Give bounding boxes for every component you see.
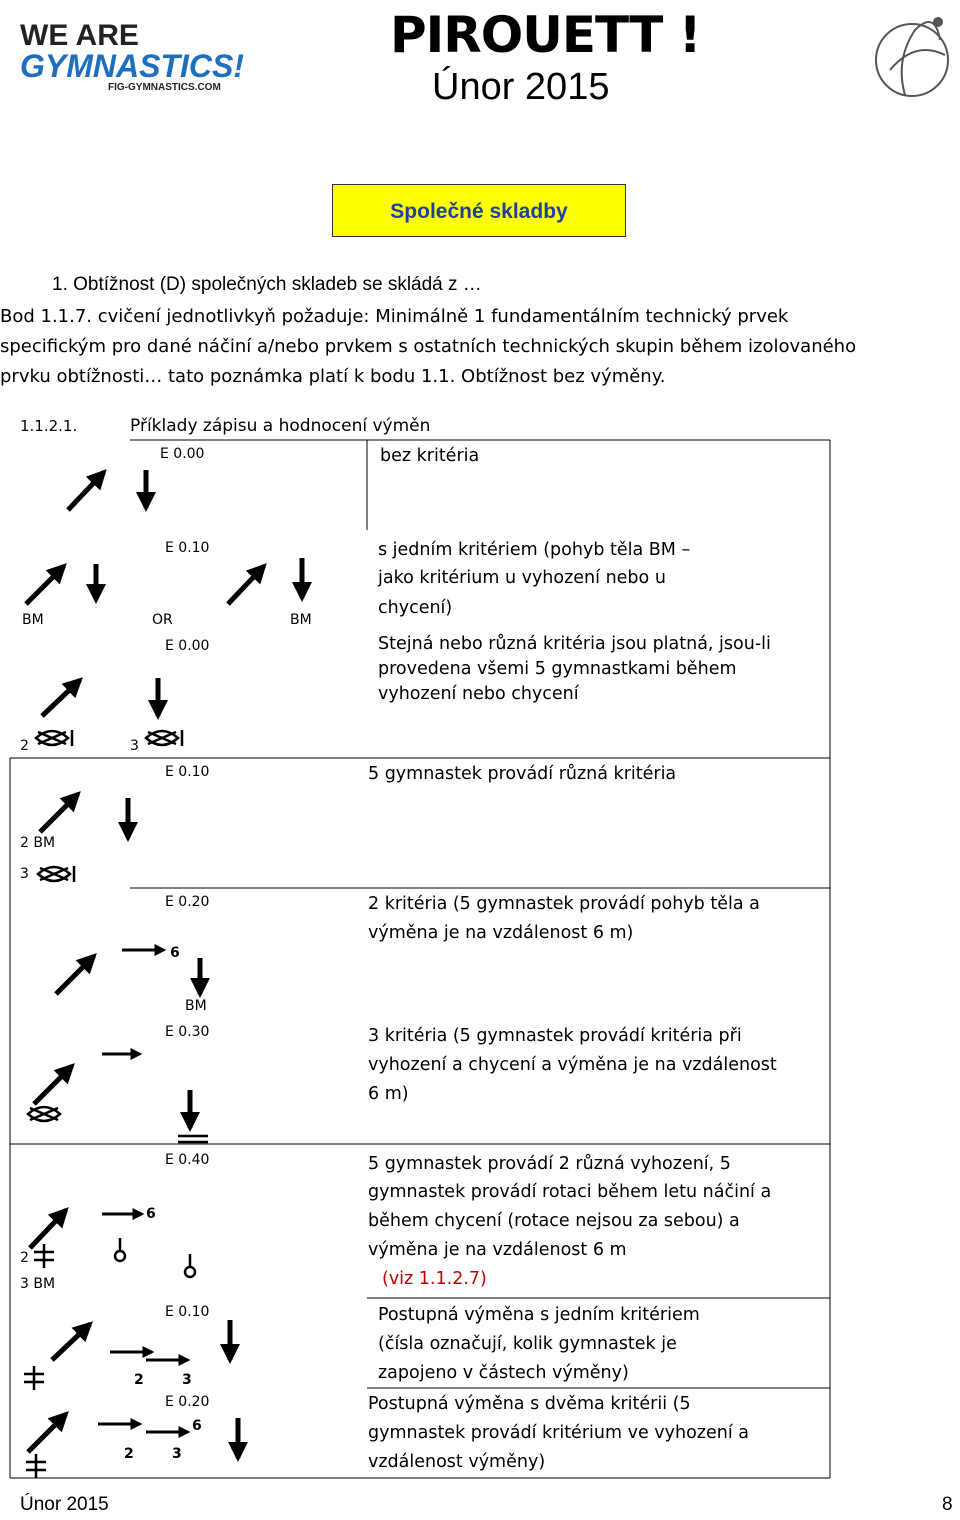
row-6-value: E 0.30 [165, 1024, 210, 1040]
rotation-symbol-icon [178, 1136, 208, 1142]
throw-arrow-icon [34, 1066, 72, 1104]
row-7-text-3: během chycení (rotace nejsou za sebou) a [368, 1211, 740, 1231]
row-8-value: E 0.10 [165, 1304, 210, 1320]
row-5-label-bm: BM [185, 998, 207, 1014]
page-number: 8 [942, 1494, 953, 1515]
throw-arrow-icon [228, 566, 264, 604]
row-9-text-1: Postupná výměna s dvěma kritérii (5 [368, 1394, 691, 1414]
row-1-text: bez kritéria [380, 446, 480, 466]
row-7-label-2: 2 [20, 1250, 29, 1266]
row-5-text-2: výměna je na vzdálenost 6 m) [368, 923, 634, 943]
page-subtitle: Únor 2015 [432, 66, 610, 108]
row-9-value: E 0.20 [165, 1394, 210, 1410]
row-3-label-3: 3 [130, 738, 139, 754]
page-title: PIROUETT ! [390, 6, 701, 64]
point-1-heading: 1. Obtížnost (D) společných skladeb se skládá z … [52, 274, 482, 295]
row-3-label-2: 2 [20, 738, 29, 754]
row-9-label-2: 2 [124, 1446, 134, 1462]
row-3-text-1: Stejná nebo různá kritéria jsou platná, jsou-li [378, 634, 771, 654]
distance-label-6: 6 [170, 945, 180, 961]
row-5-value: E 0.20 [165, 894, 210, 910]
row-2-text-3: chycení) [378, 598, 453, 618]
row-4-value: E 0.10 [165, 764, 210, 780]
row-4-label-3: 3 [20, 866, 29, 882]
criterion-symbol-icon [146, 730, 182, 746]
row-2-label-bm: BM [22, 612, 44, 628]
row-3-text-3: vyhození nebo chycení [378, 684, 579, 704]
row-2-text-1: s jedním kritériem (pohyb těla BM – [378, 540, 691, 560]
row-7-note: (viz 1.1.2.7) [382, 1269, 487, 1289]
criterion-symbol-icon [38, 866, 74, 882]
throw-arrow-icon [56, 956, 94, 994]
row-8-label-2: 2 [134, 1372, 144, 1388]
criterion-symbol-icon [28, 1107, 60, 1121]
row-2-value: E 0.10 [165, 540, 210, 556]
throw-arrow-icon [42, 680, 80, 716]
row-4-text: 5 gymnastek provádí různá kritéria [368, 764, 677, 784]
row-7-value: E 0.40 [165, 1152, 210, 1168]
multiple-throw-symbol-icon [34, 1244, 54, 1268]
row-5-text-1: 2 kritéria (5 gymnastek provádí pohyb těla a [368, 894, 760, 914]
distance-label-6: 6 [146, 1206, 156, 1222]
multiple-throw-symbol-icon [26, 1454, 46, 1478]
logo-line1: WE ARE [20, 19, 139, 52]
row-9-text-2: gymnastek provádí kritérium ve vyhození a [368, 1423, 749, 1443]
multiple-throw-symbol-icon [24, 1366, 44, 1390]
subsection-number: 1.1.2.1. [20, 417, 78, 435]
row-9-label-3: 3 [172, 1446, 182, 1462]
row-1-value: E 0.00 [160, 446, 205, 462]
row-6-text-3: 6 m) [368, 1084, 409, 1104]
row-3-value: E 0.00 [165, 638, 210, 654]
row-8-text-1: Postupná výměna s jedním kritériem [378, 1305, 700, 1325]
logo-line3: FIG-GYMNASTICS.COM [108, 82, 221, 93]
rotation-symbol-icon [115, 1238, 195, 1277]
subsection-title: Příklady zápisu a hodnocení výměn [130, 416, 431, 436]
row-7-text-4: výměna je na vzdálenost 6 m [368, 1240, 627, 1260]
paragraph-line3: prvku obtížnosti… tato poznámka platí k bodu 1.1. Obtížnost bez výměny. [0, 366, 666, 387]
criterion-symbol-icon [36, 730, 72, 746]
row-8-text-3: zapojeno v částech výměny) [378, 1363, 629, 1383]
row-2-label-or: OR [152, 612, 173, 628]
paragraph-line1: Bod 1.1.7. cvičení jednotlivkyň požaduje: Minimálně 1 fundamentálním technický prvek [0, 306, 789, 327]
throw-arrow-icon [68, 472, 104, 510]
row-6-text-2: vyhození a chycení a výměna je na vzdálenost [368, 1055, 777, 1075]
paragraph-line2: specifickým pro dané náčiní a/nebo prvkem s ostatních technických skupin během izolovaného [0, 336, 857, 357]
throw-arrow-icon [52, 1324, 90, 1360]
logo-line2: GYMNASTICS! [20, 48, 244, 84]
row-3-text-2: provedena všemi 5 gymnastkami během [378, 659, 737, 679]
row-7-text-1: 5 gymnastek provádí 2 různá vyhození, 5 [368, 1154, 731, 1174]
row-4-label-2bm: 2 BM [20, 835, 56, 851]
throw-arrow-icon [30, 1210, 66, 1248]
row-8-text-2: (čísla označují, kolik gymnastek je [378, 1334, 677, 1354]
throw-arrow-icon [26, 566, 64, 604]
throw-arrow-icon [28, 1414, 66, 1452]
row-9-text-3: vzdálenost výměny) [368, 1452, 546, 1472]
row-6-text-1: 3 kritéria (5 gymnastek provádí kritéria při [368, 1026, 742, 1046]
distance-label-6: 6 [192, 1418, 202, 1434]
row-2-label-bm2: BM [290, 612, 312, 628]
throw-arrow-icon [40, 794, 78, 832]
row-7-label-3bm: 3 BM [20, 1276, 56, 1292]
row-7-text-2: gymnastek provádí rotaci během letu náčiní a [368, 1182, 772, 1202]
row-8-label-3: 3 [182, 1372, 192, 1388]
row-2-text-2: jako kritérium u vyhození nebo u [378, 568, 666, 588]
section-title: Společné skladby [332, 184, 626, 237]
footer-date: Únor 2015 [20, 1494, 109, 1515]
